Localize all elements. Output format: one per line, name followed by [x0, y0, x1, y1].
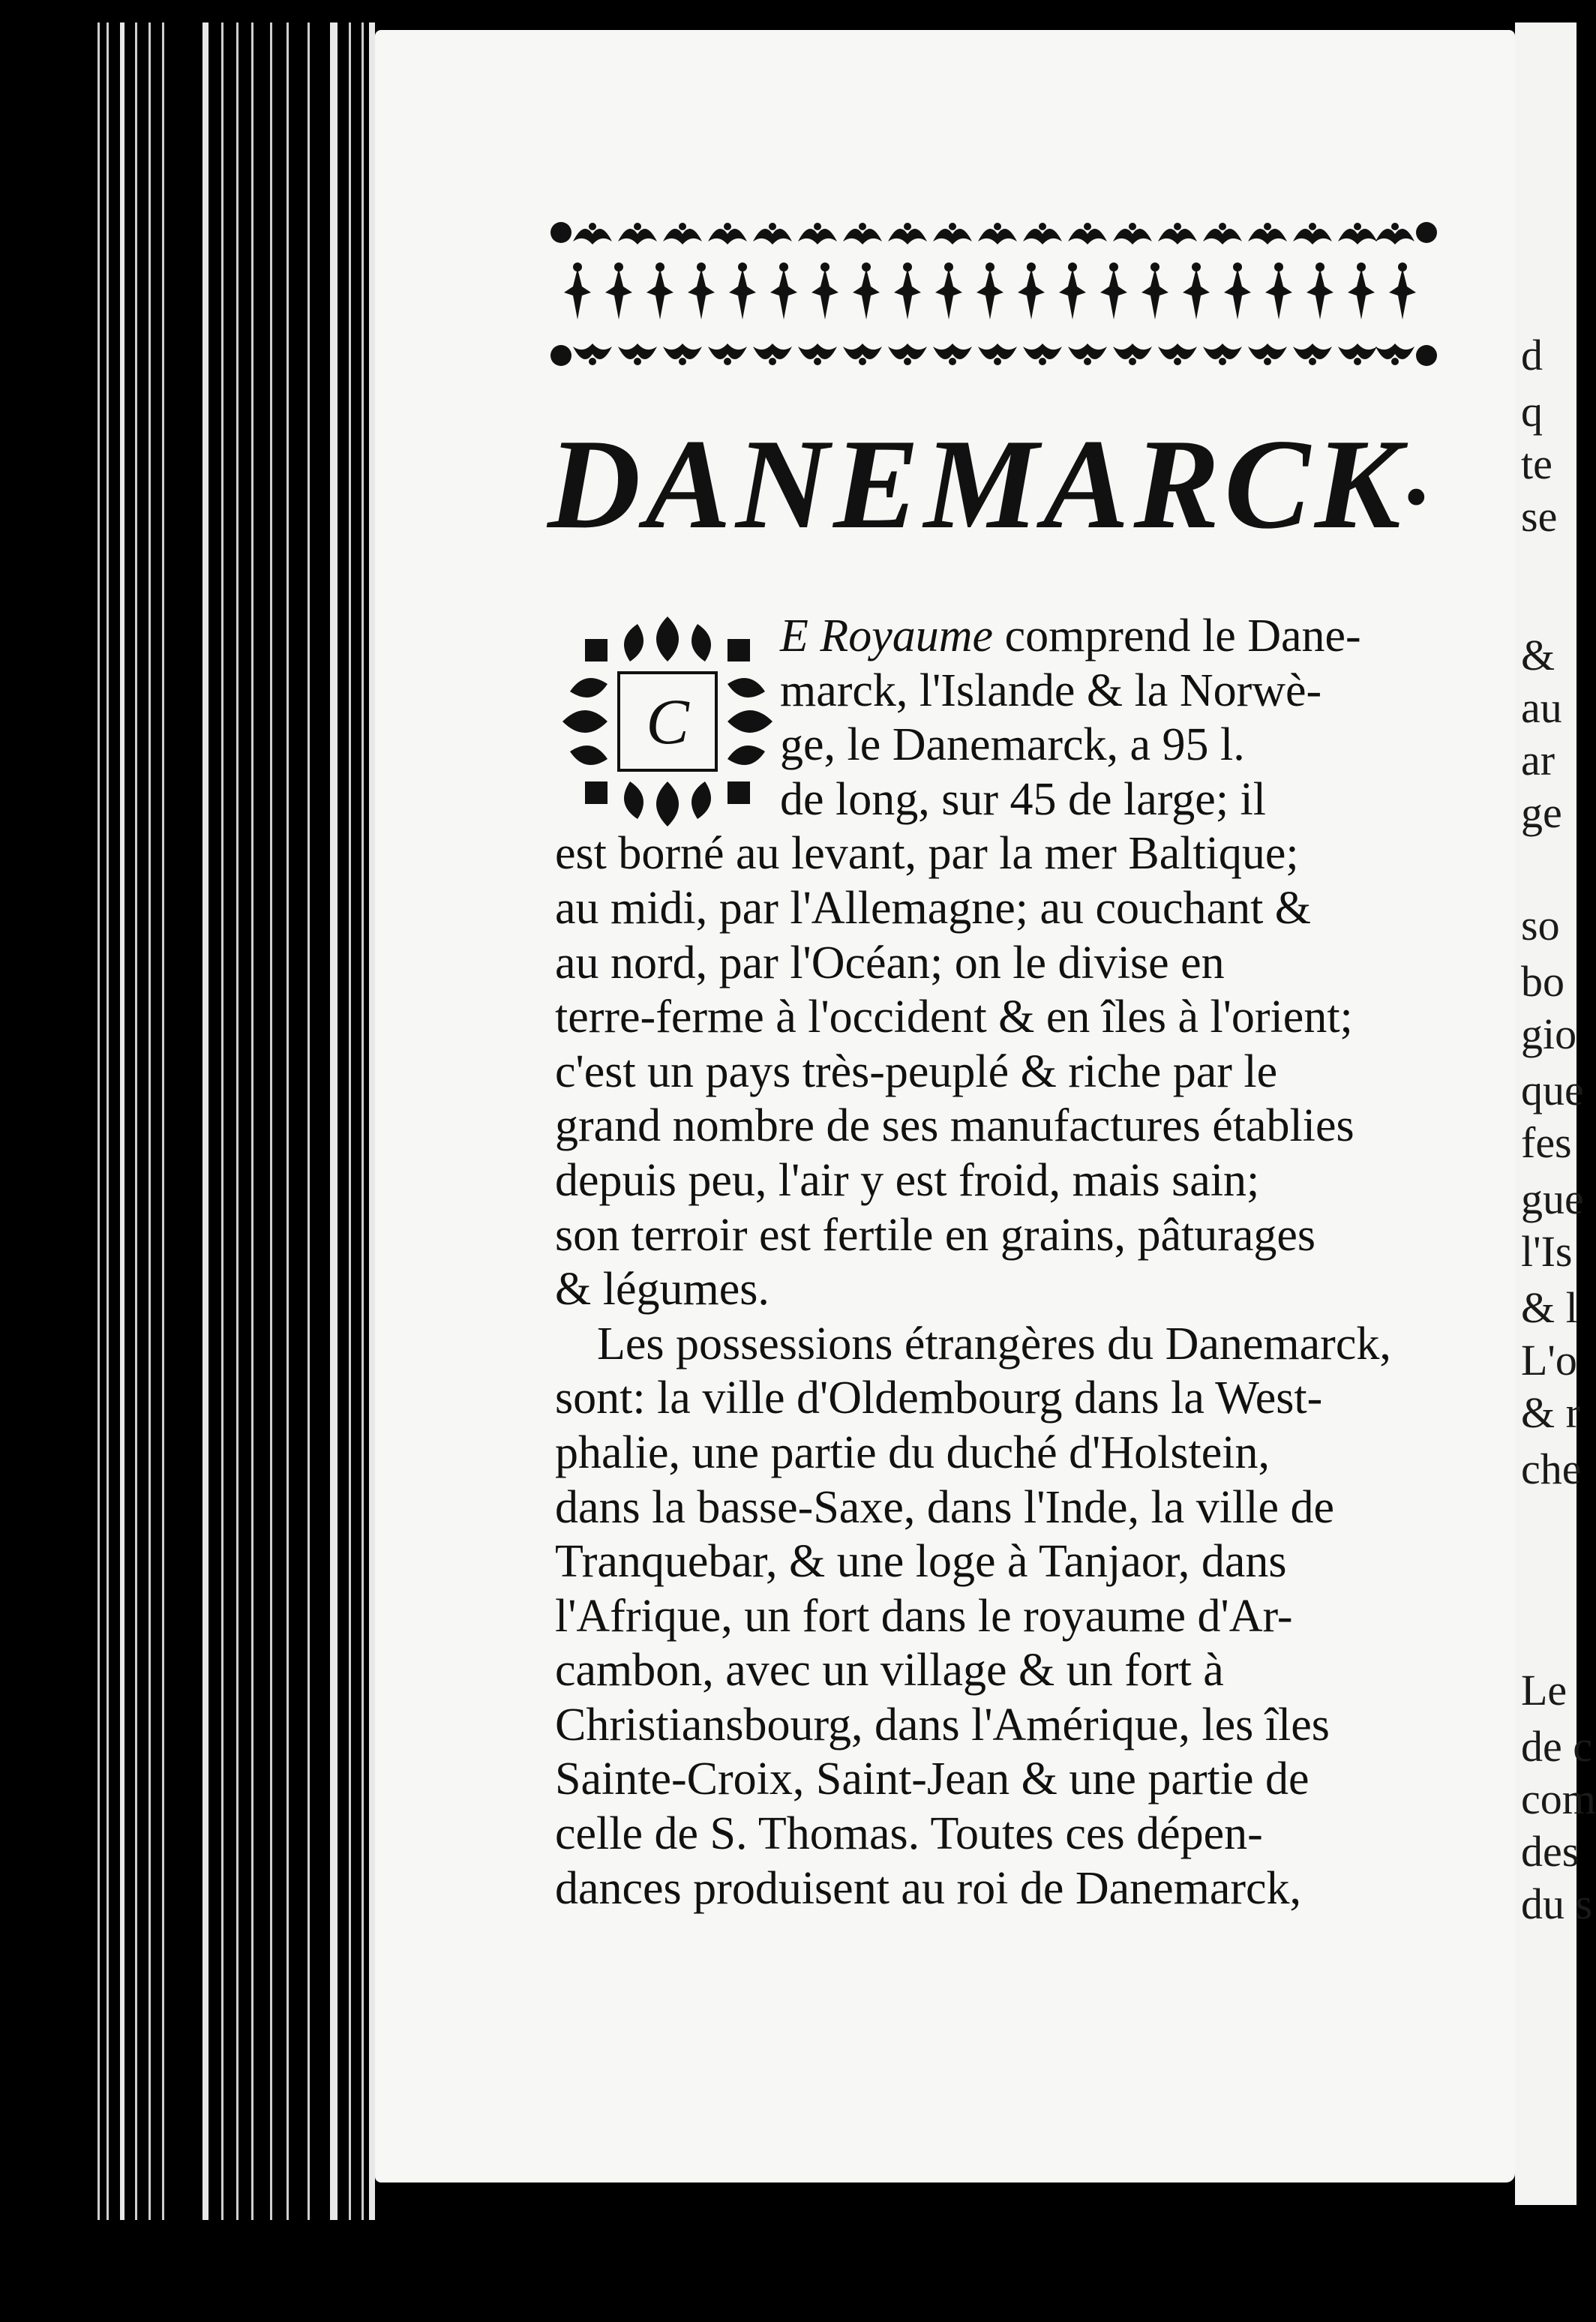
text-line: grand nombre de ses manufactures établies	[555, 1100, 1354, 1152]
adjacent-text: d	[1521, 331, 1543, 380]
adjacent-text: que	[1521, 1066, 1584, 1114]
adjacent-text: gio	[1521, 1010, 1577, 1058]
adjacent-text: L'o	[1521, 1336, 1577, 1384]
text-line: cambon, avec un village & un fort à	[555, 1645, 1224, 1696]
text-line: terre-ferme à l'occident & en îles à l'orient;	[555, 992, 1353, 1043]
text-line: au midi, par l'Allemagne; au couchant &	[555, 882, 1312, 934]
title-mark: •	[1405, 464, 1431, 531]
text-line: de long, sur 45 de large; il	[780, 773, 1267, 825]
adjacent-text: de c	[1521, 1722, 1592, 1771]
adjacent-text: des	[1521, 1827, 1580, 1876]
text-line: Tranquebar, & une loge à Tanjaor, dans	[555, 1536, 1287, 1588]
drop-cap-letter: C	[646, 686, 689, 758]
text-line: E Royaume comprend le Dane-	[780, 610, 1361, 662]
text-line: Christiansbourg, dans l'Amérique, les îles	[555, 1699, 1330, 1750]
page-title	[548, 413, 1448, 556]
text-line: Les possessions étrangères du Danemarck,	[597, 1318, 1391, 1370]
adjacent-text: che	[1521, 1444, 1582, 1493]
text-line: depuis peu, l'air y est froid, mais sain;	[555, 1154, 1260, 1206]
adjacent-text: au	[1521, 683, 1562, 732]
text-line: au nord, par l'Océan; on le divise en	[555, 937, 1225, 988]
text-line: dances produisent au roi de Danemarck,	[555, 1862, 1302, 1914]
text-line: l'Afrique, un fort dans le royaume d'Ar-	[555, 1590, 1293, 1642]
text-line: c'est un pays très-peuplé & riche par le	[555, 1046, 1278, 1097]
adjacent-text: l'Is	[1521, 1227, 1573, 1276]
text-line: sont: la ville d'Oldembourg dans la West-	[555, 1372, 1323, 1424]
text-line: marck, l'Islande & la Norwè-	[780, 664, 1322, 716]
text-line: celle de S. Thomas. Toutes ces dépen-	[555, 1808, 1263, 1860]
adjacent-text: gue	[1521, 1174, 1584, 1223]
adjacent-text: com	[1521, 1774, 1596, 1823]
adjacent-text: se	[1521, 492, 1558, 541]
text-line: & légumes.	[555, 1264, 770, 1316]
adjacent-text: fes	[1521, 1118, 1572, 1167]
adjacent-page	[1515, 22, 1596, 2205]
adjacent-text: &	[1521, 631, 1556, 680]
text-line: phalie, une partie du duché d'Holstein,	[555, 1426, 1270, 1478]
paragraph-2	[555, 1317, 1425, 1916]
text-line: ge, le Danemarck, a 95 l.	[780, 719, 1245, 771]
title-text: DANEMARCK	[548, 413, 1406, 556]
adjacent-text: bo	[1521, 957, 1564, 1006]
adjacent-text: du s	[1521, 1880, 1593, 1928]
body-text	[555, 609, 1425, 1916]
text-line: Sainte-Croix, Saint-Jean & une partie de	[555, 1754, 1310, 1805]
adjacent-text: q	[1521, 387, 1543, 436]
adjacent-text: & l	[1521, 1283, 1578, 1332]
adjacent-text: te	[1521, 440, 1552, 488]
text-line: est borné au levant, par la mer Baltique;	[555, 828, 1299, 880]
paragraph-1	[555, 609, 1425, 1317]
text-line: dans la basse-Saxe, dans l'Inde, la ville de	[555, 1481, 1335, 1533]
adjacent-text: so	[1521, 901, 1560, 950]
adjacent-text: & r	[1521, 1388, 1580, 1437]
ornament-band	[548, 212, 1440, 376]
text-line: son terroir est fertile en grains, pâturages	[555, 1209, 1316, 1261]
adjacent-text: Le	[1521, 1666, 1568, 1714]
adjacent-text: ge	[1521, 788, 1562, 837]
adjacent-text: ar	[1521, 736, 1556, 784]
book-page-edges	[90, 22, 375, 2220]
